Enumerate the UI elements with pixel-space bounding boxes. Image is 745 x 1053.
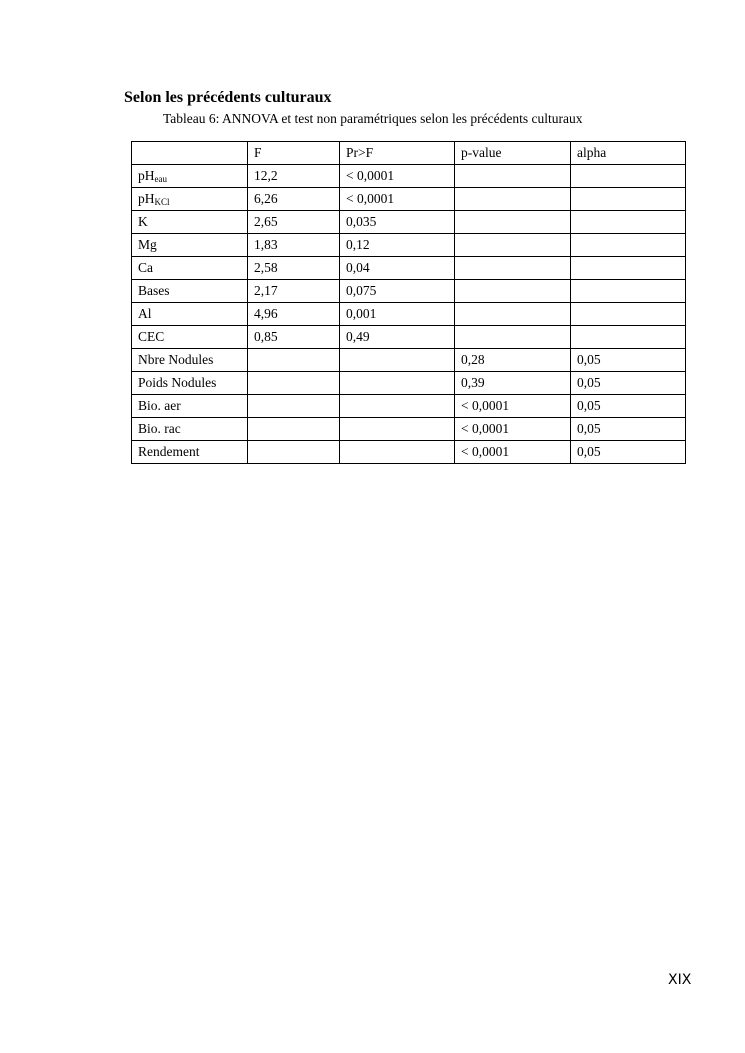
header-cell-p-value: p-value xyxy=(455,142,571,165)
pr-f-cell: 0,035 xyxy=(340,211,455,234)
row-label: Al xyxy=(132,303,248,326)
row-label-subscript: eau xyxy=(154,174,167,184)
table-row xyxy=(132,418,686,441)
row-label: $pH_{eau}$ xyxy=(132,165,248,188)
pr-f-cell xyxy=(340,372,455,395)
table-row xyxy=(132,372,686,395)
f-value-cell: 12,2 xyxy=(248,165,340,188)
p-value-cell: < 0,0001 xyxy=(455,441,571,464)
pr-f-cell xyxy=(340,418,455,441)
table-row xyxy=(132,234,686,257)
pr-f-cell xyxy=(340,395,455,418)
pr-f-cell xyxy=(340,349,455,372)
table-row xyxy=(132,395,686,418)
alpha-cell: 0,05 xyxy=(571,395,686,418)
pr-f-cell: 0,001 xyxy=(340,303,455,326)
alpha-cell xyxy=(571,165,686,188)
p-value-cell xyxy=(455,188,571,211)
f-value-cell: 6,26 xyxy=(248,188,340,211)
alpha-cell xyxy=(571,211,686,234)
row-label: Bases xyxy=(132,280,248,303)
table-row xyxy=(132,441,686,464)
p-value-cell: 0,39 xyxy=(455,372,571,395)
header-cell-alpha: alpha xyxy=(571,142,686,165)
pr-f-cell: < 0,0001 xyxy=(340,188,455,211)
f-value-cell xyxy=(248,441,340,464)
pr-f-cell: 0,49 xyxy=(340,326,455,349)
table-row xyxy=(132,280,686,303)
table-row xyxy=(132,349,686,372)
p-value-cell: < 0,0001 xyxy=(455,395,571,418)
p-value-cell xyxy=(455,280,571,303)
pr-f-cell: < 0,0001 xyxy=(340,165,455,188)
f-value-cell: 2,65 xyxy=(248,211,340,234)
row-label: Nbre Nodules xyxy=(132,349,248,372)
alpha-cell xyxy=(571,280,686,303)
alpha-cell xyxy=(571,257,686,280)
row-label: Rendement xyxy=(132,441,248,464)
row-label: Bio. rac xyxy=(132,418,248,441)
f-value-cell: 2,17 xyxy=(248,280,340,303)
f-value-cell xyxy=(248,395,340,418)
f-value-cell: 0,85 xyxy=(248,326,340,349)
pr-f-cell xyxy=(340,441,455,464)
f-value-cell xyxy=(248,418,340,441)
row-label: Poids Nodules xyxy=(132,372,248,395)
section-heading: Selon les précédents culturaux xyxy=(124,89,332,106)
alpha-cell xyxy=(571,326,686,349)
f-value-cell xyxy=(248,372,340,395)
alpha-cell: 0,05 xyxy=(571,418,686,441)
row-label: CEC xyxy=(132,326,248,349)
p-value-cell xyxy=(455,303,571,326)
f-value-cell: 4,96 xyxy=(248,303,340,326)
f-value-cell: 1,83 xyxy=(248,234,340,257)
p-value-cell: < 0,0001 xyxy=(455,418,571,441)
p-value-cell xyxy=(455,234,571,257)
results-table xyxy=(131,141,686,464)
pr-f-cell: 0,075 xyxy=(340,280,455,303)
table-row xyxy=(132,303,686,326)
row-label-subscript: KCl xyxy=(154,197,170,207)
table-row xyxy=(132,257,686,280)
table-row xyxy=(132,211,686,234)
p-value-cell xyxy=(455,257,571,280)
header-cell-label xyxy=(132,142,248,165)
f-value-cell: 2,58 xyxy=(248,257,340,280)
alpha-cell: 0,05 xyxy=(571,372,686,395)
p-value-cell xyxy=(455,326,571,349)
alpha-cell xyxy=(571,234,686,257)
f-value-cell xyxy=(248,349,340,372)
p-value-cell: 0,28 xyxy=(455,349,571,372)
table-row xyxy=(132,188,686,211)
row-label: Bio. aer xyxy=(132,395,248,418)
row-label: $pH_{KCl}$ xyxy=(132,188,248,211)
header-cell-f: F xyxy=(248,142,340,165)
pr-f-cell: 0,12 xyxy=(340,234,455,257)
page-number: XIX xyxy=(668,972,692,988)
alpha-cell xyxy=(571,303,686,326)
p-value-cell xyxy=(455,165,571,188)
table-caption: Tableau 6: ANNOVA et test non paramétriques selon les précédents culturaux xyxy=(163,111,583,126)
pr-f-cell: 0,04 xyxy=(340,257,455,280)
row-label: K xyxy=(132,211,248,234)
row-label: Mg xyxy=(132,234,248,257)
row-label: Ca xyxy=(132,257,248,280)
alpha-cell xyxy=(571,188,686,211)
alpha-cell: 0,05 xyxy=(571,441,686,464)
table-row xyxy=(132,165,686,188)
table-header-row xyxy=(132,142,686,165)
table-row xyxy=(132,326,686,349)
header-cell-pr-f: Pr>F xyxy=(340,142,455,165)
alpha-cell: 0,05 xyxy=(571,349,686,372)
p-value-cell xyxy=(455,211,571,234)
